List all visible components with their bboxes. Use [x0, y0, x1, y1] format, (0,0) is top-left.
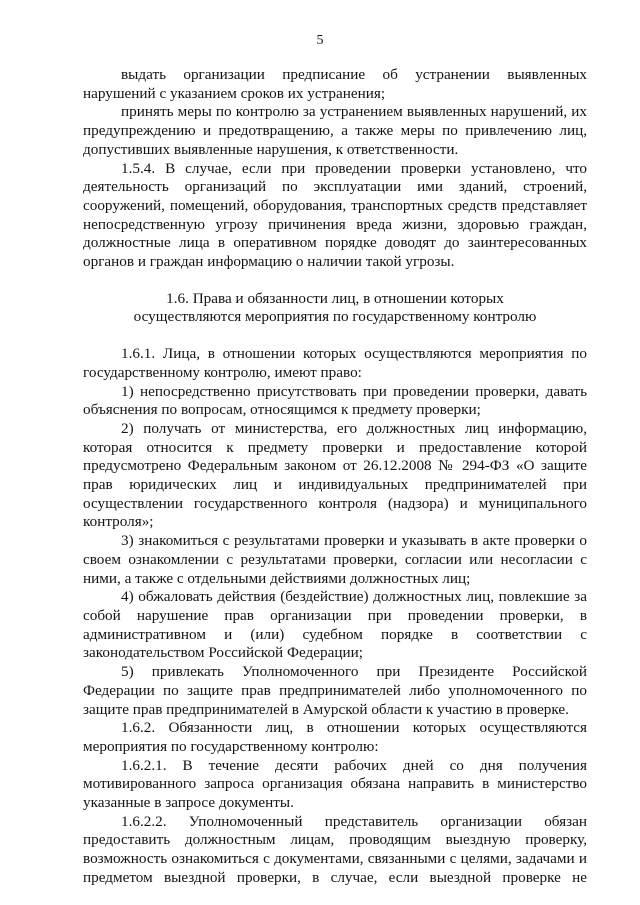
paragraph: 1.5.4. В случае, если при проведении проверки установлено, что деятельность организаций по эксплуатации ими зданий, строений, сооружений, помещений, оборудования, транспортных средств представляет непосредственную угрозу причинения вреда жизни, здоровью граждан, должностные лица в оперативном порядке доводят до заинтересованных органов и граждан информацию о наличии такой угрозы. [83, 159, 587, 271]
paragraph: принять меры по контролю за устранением выявленных нарушений, их предупреждению и предотвращению, а также меры по привлечению лиц, допустивших выявленные нарушения, к ответственности. [83, 103, 587, 158]
paragraph: 1.6.1. Лица, в отношении которых осуществляются мероприятия по государственному контролю, имеют право: [83, 345, 587, 381]
list-item: 2) получать от министерства, его должностных лиц информацию, которая относится к предмету проверки и предоставление которой предусмотрено Федеральным законом от 26.12.2008 № 294-ФЗ «О защите прав юридических лиц и индивидуальных предпринимателей при осуществлении государственного контроля (надзора) и муниципального контроля»; [83, 419, 587, 531]
list-item: 5) привлекать Уполномоченного при Президенте Российской Федерации по защите прав предпринимателей либо уполномоченного по защите прав предпринимателей в Амурской области к участию в проверке. [83, 663, 587, 718]
paragraph: выдать организации предписание об устранении выявленных нарушений с указанием сроков их устранения; [83, 66, 587, 102]
page-number: 5 [316, 33, 324, 48]
section-heading-line: 1.6. Права и обязанности лиц, в отношении которых [166, 289, 504, 307]
list-item: 4) обжаловать действия (бездействие) должностных лиц, повлекшие за собой нарушение прав организации при проведении проверки, в административном и (или) судебном порядке в соответствии с законодательством Российской Федерации; [83, 588, 587, 662]
list-item: 3) знакомиться с результатами проверки и указывать в акте проверки о своем ознакомлении с результатами проверки, согласии или несогласии с ними, а также с отдельными действиями должностных лиц; [83, 532, 587, 587]
section-heading-line: осуществляются мероприятия по государственному контролю [133, 308, 537, 326]
document-body [83, 66, 587, 888]
paragraph: 1.6.2.2. Уполномоченный представитель организации обязан предоставить должностным лицам, проводящим выездную проверку, возможность ознакомиться с документами, связанными с целями, задачами и предметом выездной проверки, в случае, если выездной проверке не [83, 812, 587, 886]
paragraph: 1.6.2.1. В течение десяти рабочих дней со дня получения мотивированного запроса организация обязана направить в министерство указанные в запросе документы. [83, 756, 587, 812]
paragraph: 1.6.2. Обязанности лиц, в отношении которых осуществляются мероприятия по государственному контролю: [83, 719, 587, 755]
list-item: 1) непосредственно присутствовать при проведении проверки, давать объяснения по вопросам, относящимся к предмету проверки; [83, 382, 587, 419]
